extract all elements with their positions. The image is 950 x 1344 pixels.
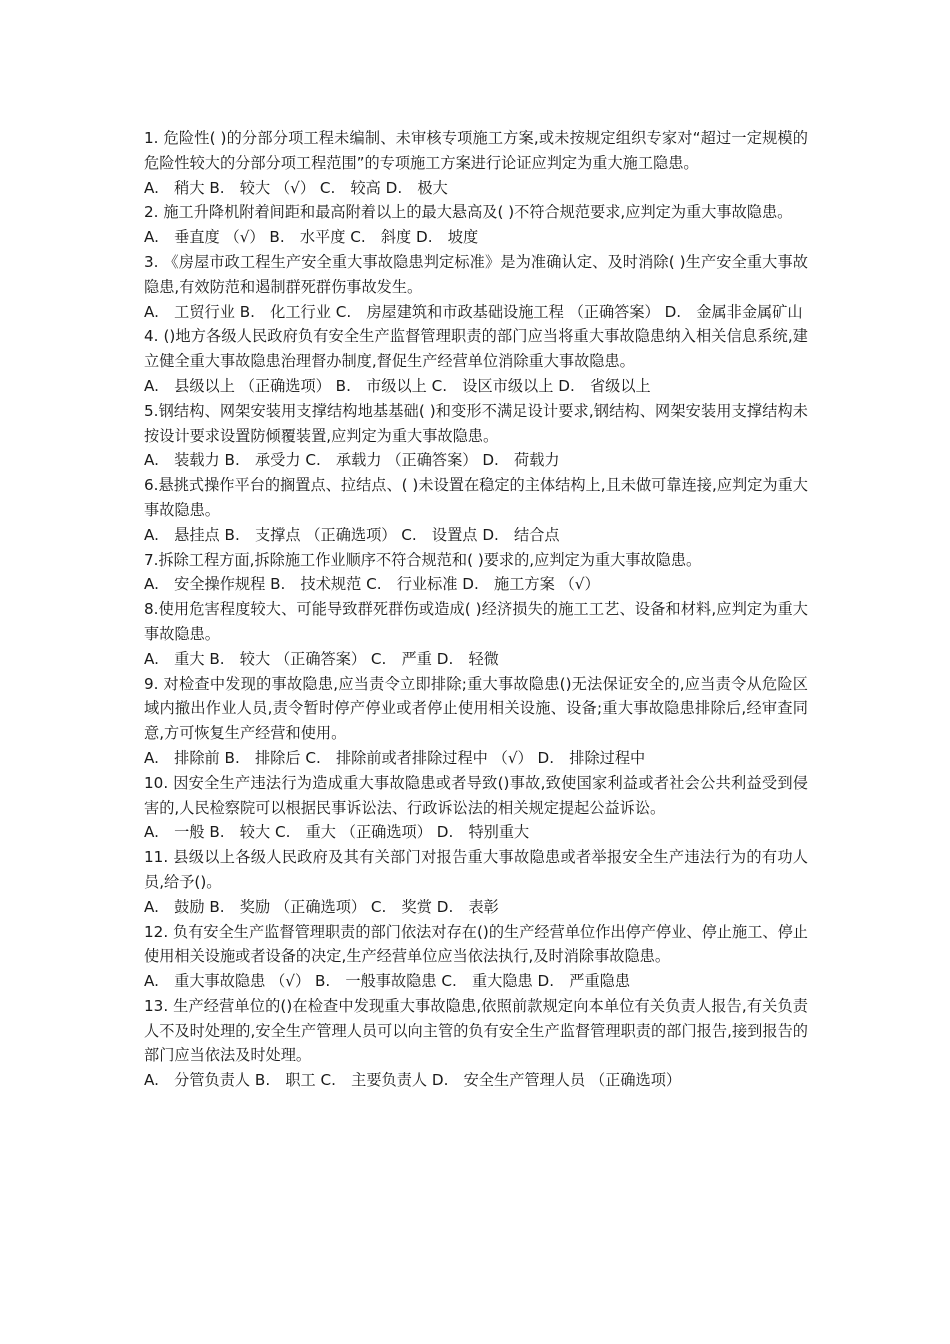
question-item: [144, 473, 808, 547]
question-options: A. 重大 B. 较大 （正确答案） C. 严重 D. 轻微: [144, 649, 499, 668]
question-item: [144, 920, 808, 994]
question-options: A. 排除前 B. 排除后 C. 排除前或者排除过程中 （√） D. 排除过程中: [144, 748, 646, 767]
question-item: [144, 771, 808, 845]
question-text: 1. 危险性( )的分部分项工程未编制、未审核专项施工方案,或未按规定组织专家对“超过一定规模的危险性较大的分部分项工程范围”的专项施工方案进行论证应判定为重大施工隐患。: [144, 129, 808, 172]
question-text: 8.使用危害程度较大、可能导致群死群伤或造成( )经济损失的施工工艺、设备和材料,应判定为重大事故隐患。: [144, 600, 808, 643]
question-text: 9. 对检查中发现的事故隐患,应当责令立即排除;重大事故隐患()无法保证安全的,应当责令从危险区域内撤出作业人员,责令暂时停产停业或者停止使用相关设施、设备;重大事故隐患排除后,经审查同意,方可恢复生产经营和使用。: [144, 674, 808, 743]
question-text: 2. 施工升降机附着间距和最高附着以上的最大悬高及( )不符合规范要求,应判定为重大事故隐患。: [144, 203, 793, 222]
question-item: [144, 200, 808, 250]
question-options: A. 稍大 B. 较大 （√） C. 较高 D. 极大: [144, 178, 448, 197]
question-item: [144, 399, 808, 473]
question-list: [144, 126, 808, 1093]
question-text: 11. 县级以上各级人民政府及其有关部门对报告重大事故隐患或者举报安全生产违法行为的有功人员,给予()。: [144, 848, 808, 891]
question-text: 7.拆除工程方面,拆除施工作业顺序不符合规范和( )要求的,应判定为重大事故隐患。: [144, 550, 702, 569]
question-text: 12. 负有安全生产监督管理职责的部门依法对存在()的生产经营单位作出停产停业、停止施工、停止使用相关设施或者设备的决定,生产经营单位应当依法执行,及时消除事故隐患。: [144, 922, 808, 966]
question-options: A. 县级以上 （正确选项） B. 市级以上 C. 设区市级以上 D. 省级以上: [144, 376, 651, 395]
question-text: 13. 生产经营单位的()在检查中发现重大事故隐患,依照前款规定向本单位有关负责人报告,有关负责人不及时处理的,安全生产管理人员可以向主管的负有安全生产监督管理职责的部门报告,接到报告的部门应当依法及时处理。: [144, 996, 808, 1065]
question-options: A. 一般 B. 较大 C. 重大 （正确选项） D. 特别重大: [144, 823, 530, 842]
question-options: A. 分管负责人 B. 职工 C. 主要负责人 D. 安全生产管理人员 （正确选项）: [144, 1071, 682, 1090]
question-text: 5.钢结构、网架安装用支撑结构地基基础( )和变形不满足设计要求,钢结构、网架安装用支撑结构未按设计要求设置防倾覆装置,应判定为重大事故隐患。: [144, 401, 808, 445]
question-options: A. 垂直度 （√） B. 水平度 C. 斜度 D. 坡度: [144, 228, 479, 247]
question-item: [144, 845, 808, 919]
question-options: A. 悬挂点 B. 支撑点 （正确选项） C. 设置点 D. 结合点: [144, 525, 560, 544]
question-options: A. 鼓励 B. 奖励 （正确选项） C. 奖赏 D. 表彰: [144, 897, 499, 916]
question-text: 4. ()地方各级人民政府负有安全生产监督管理职责的部门应当将重大事故隐患纳入相关信息系统,建立健全重大事故隐患治理督办制度,督促生产经营单位消除重大事故隐患。: [144, 327, 808, 371]
question-item: [144, 548, 808, 598]
question-item: [144, 597, 808, 671]
question-options: A. 工贸行业 B. 化工行业 C. 房屋建筑和市政基础设施工程 （正确答案） D. 金属非金属矿山: [144, 302, 803, 321]
question-text: 10. 因安全生产违法行为造成重大事故隐患或者导致()事故,致使国家利益或者社会公共利益受到侵害的,人民检察院可以根据民事诉讼法、行政诉讼法的相关规定提起公益诉讼。: [144, 773, 808, 817]
question-options: A. 安全操作规程 B. 技术规范 C. 行业标准 D. 施工方案 （√）: [144, 575, 600, 594]
question-options: A. 重大事故隐患 （√） B. 一般事故隐患 C. 重大隐患 D. 严重隐患: [144, 972, 631, 991]
question-options: A. 装载力 B. 承受力 C. 承载力 （正确答案） D. 荷载力: [144, 451, 560, 470]
question-text: 3. 《房屋市政工程生产安全重大事故隐患判定标准》是为准确认定、及时消除( )生产安全重大事故隐患,有效防范和遏制群死群伤事故发生。: [144, 252, 808, 296]
question-item: [144, 126, 808, 200]
question-item: [144, 250, 808, 324]
question-item: [144, 994, 808, 1093]
question-text: 6.悬挑式操作平台的搁置点、拉结点、( )未设置在稳定的主体结构上,且未做可靠连接,应判定为重大事故隐患。: [144, 476, 808, 519]
question-item: [144, 672, 808, 771]
question-item: [144, 324, 808, 398]
